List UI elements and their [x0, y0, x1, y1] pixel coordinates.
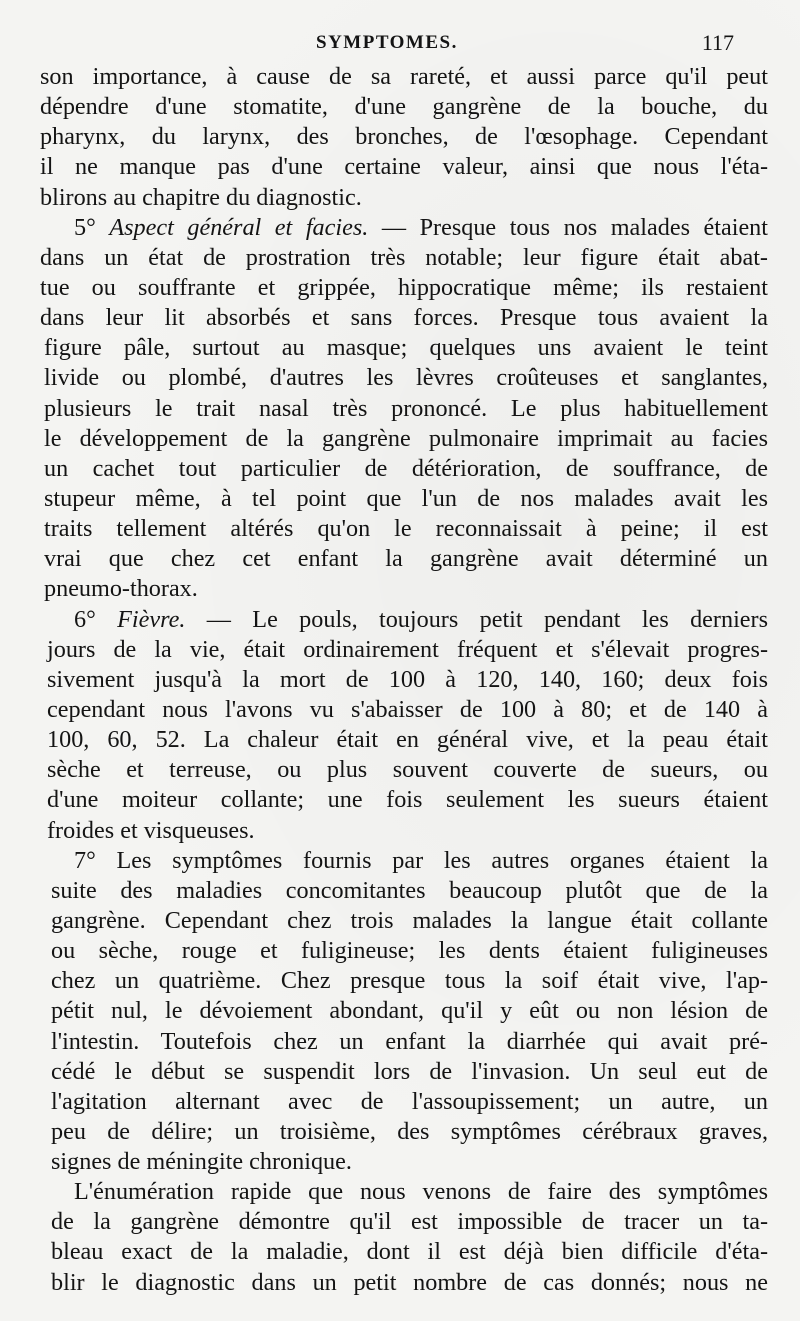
section-number: 6° — [74, 605, 96, 633]
section-heading-line — [38, 605, 768, 635]
running-head: SYMPTOMES. — [316, 32, 458, 53]
text-line: pharynx, du larynx, des bronches, de l'œsophage. Cependant — [40, 123, 768, 151]
text-line: suite des maladies concomitantes beaucoup plutôt que de la — [51, 876, 768, 904]
text-line: tue ou souffrante et grippée, hippocratique même; ils restaient — [40, 273, 768, 301]
text-line: livide ou plombé, d'autres les lèvres croûteuses et sanglantes, — [44, 364, 768, 392]
text-line: figure pâle, surtout au masque; quelques uns avaient le teint — [44, 334, 768, 362]
page-number: 117 — [701, 30, 734, 55]
text-line: chez un quatrième. Chez presque tous la soif était vive, l'ap- — [51, 967, 768, 995]
text-line: 7° Les symptômes fournis par les autres organes étaient la — [74, 846, 768, 874]
page-body — [38, 62, 768, 1298]
section-title: Fièvre. — [117, 605, 186, 633]
page-header — [0, 30, 800, 60]
text-line: traits tellement altérés qu'on le reconnaissait à peine; il est — [44, 515, 768, 543]
text-line: vrai que chez cet enfant la gangrène avait déterminé un — [44, 545, 768, 573]
paragraph-fievre — [38, 605, 768, 846]
text-line: bleau exact de la maladie, dont il est déjà bien difficile d'éta- — [51, 1238, 768, 1266]
paragraph-enumeration — [38, 1177, 768, 1298]
text-line: sèche et terreuse, ou plus souvent couverte de sueurs, ou — [47, 756, 768, 784]
text-line: dans un état de prostration très notable; leur figure était abat- — [40, 243, 768, 271]
section-lead-text: — Presque tous nos malades étaient — [368, 213, 768, 241]
text-line: un cachet tout particulier de détérioration, de souffrance, de — [44, 454, 768, 482]
text-line: blir le diagnostic dans un petit nombre de cas donnés; nous ne — [51, 1268, 768, 1296]
section-title: Aspect général et facies. — [109, 213, 369, 241]
text-line: cependant nous l'avons vu s'abaisser de 100 à 80; et de 140 à — [47, 695, 768, 723]
paragraph-aspect-general — [38, 213, 768, 605]
section-number: 5° — [74, 213, 96, 241]
text-line: pneumo-thorax. — [44, 575, 198, 603]
text-line: blirons au chapitre du diagnostic. — [40, 183, 362, 211]
text-line: dans leur lit absorbés et sans forces. Presque tous avaient la — [40, 304, 768, 332]
section-lead-text: — Le pouls, toujours petit pendant les derniers — [185, 605, 768, 633]
text-line: plusieurs le trait nasal très prononcé. Le plus habituellement — [44, 394, 768, 422]
text-line: gangrène. Cependant chez trois malades la langue était collante — [51, 906, 768, 934]
text-line: le développement de la gangrène pulmonaire imprimait au facies — [44, 424, 768, 452]
text-line: de la gangrène démontre qu'il est impossible de tracer un ta- — [51, 1208, 768, 1236]
text-line: 100, 60, 52. La chaleur était en général vive, et la peau était — [47, 726, 768, 754]
text-line: il ne manque pas d'une certaine valeur, ainsi que nous l'éta- — [40, 153, 768, 181]
text-line: l'intestin. Toutefois chez un enfant la diarrhée qui avait pré- — [51, 1027, 768, 1055]
text-line: stupeur même, à tel point que l'un de nos malades avait les — [44, 484, 768, 512]
text-line: L'énumération rapide que nous venons de faire des symptômes — [74, 1178, 768, 1206]
text-line: signes de méningite chronique. — [51, 1148, 352, 1176]
text-line: jours de la vie, était ordinairement fréquent et s'élevait progres- — [47, 635, 768, 663]
text-line: peu de délire; un troisième, des symptômes cérébraux graves, — [51, 1117, 768, 1145]
text-line: froides et visqueuses. — [47, 816, 255, 844]
text-line: son importance, à cause de sa rareté, et aussi parce qu'il peut — [40, 63, 768, 90]
paragraph-autres-organes — [38, 846, 768, 1178]
section-heading-line — [38, 213, 768, 243]
text-line: ou sèche, rouge et fuligineuse; les dents étaient fuligineuses — [51, 937, 768, 965]
text-line: d'une moiteur collante; une fois seulement les sueurs étaient — [47, 786, 768, 814]
text-line: sivement jusqu'à la mort de 100 à 120, 140, 160; deux fois — [47, 665, 768, 693]
text-line: cédé le début se suspendit lors de l'invasion. Un seul eut de — [51, 1057, 768, 1085]
text-line: pétit nul, le dévoiement abondant, qu'il y eût ou non lésion de — [51, 997, 768, 1025]
text-line: l'agitation alternant avec de l'assoupissement; un autre, un — [51, 1087, 768, 1115]
paragraph-continuation — [38, 62, 768, 213]
text-line: dépendre d'une stomatite, d'une gangrène de la bouche, du — [40, 93, 768, 121]
